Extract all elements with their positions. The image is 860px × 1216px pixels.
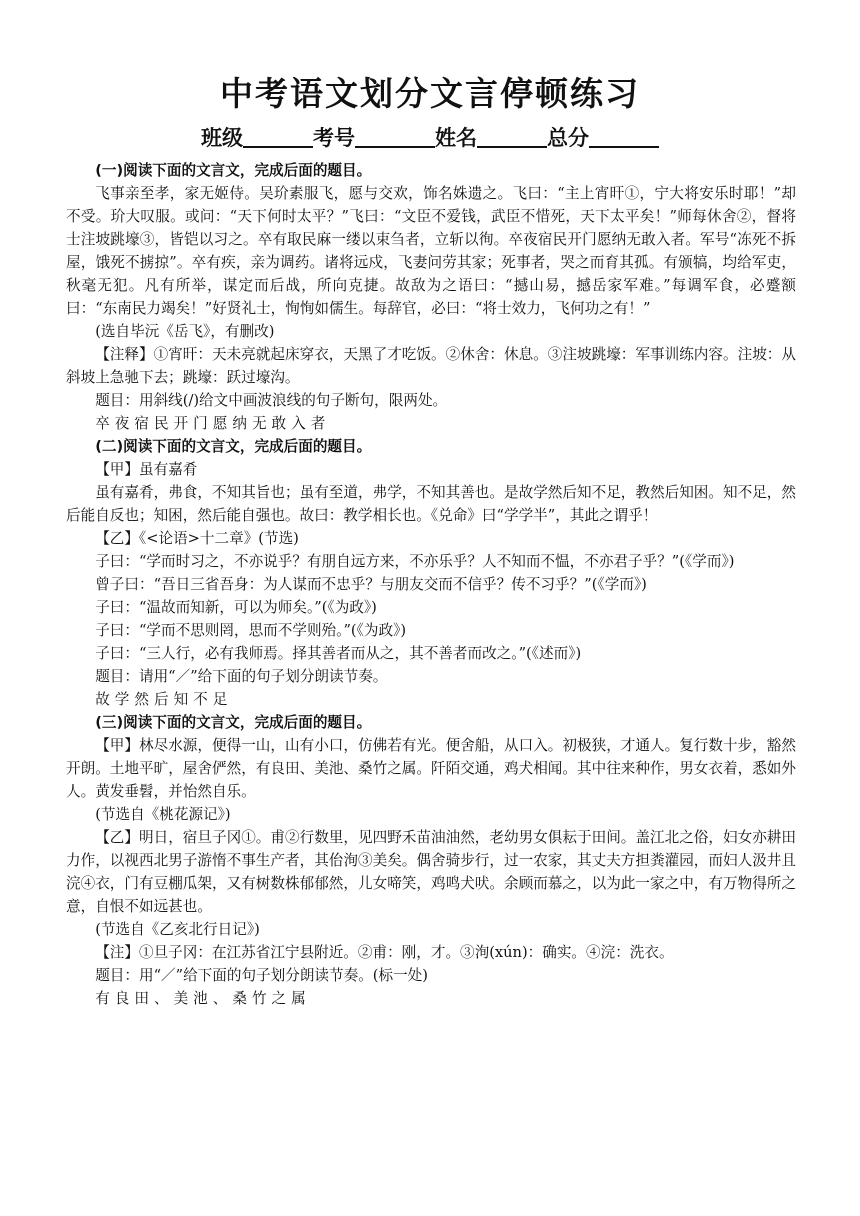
section-2-jia-title: 【甲】虽有嘉肴 (95, 461, 198, 478)
section-1-note: 【注释】①宵旰：天未亮就起床穿衣，天黑了才吃饭。②休舍：休息。③注坡跳壕：军事训练内容。注坡：从斜坡上急驰下去；跳壕：跃过壕沟。 (66, 346, 796, 386)
name-blank[interactable] (477, 126, 547, 148)
section-2-sentence: 故学然后知不足 (95, 691, 233, 708)
section-1-question: 题目：用斜线(/)给文中画波浪线的句子断句，限两处。 (95, 392, 448, 409)
section-2-question: 题目：请用“／”给下面的句子划分朗读节奏。 (95, 668, 388, 685)
section-3-sentence: 有良田、美池、桑竹之属 (95, 990, 311, 1007)
section-1-source: (选自毕沅《岳飞》，有删改) (95, 323, 275, 340)
name-label: 姓名 (435, 126, 477, 150)
worksheet-content (66, 159, 796, 1010)
section-2-yi-line-1: 子曰：“学而时习之，不亦说乎？有朋自远方来，不亦乐乎？人不知而不愠，不亦君子乎？”(《学而》) (95, 553, 735, 570)
section-3-question: 题目：用“／”给下面的句子划分朗读节奏。(标一处) (95, 967, 428, 984)
class-blank[interactable] (243, 126, 313, 148)
section-1-sentence: 卒夜宿民开门愿纳无敢入者 (95, 415, 331, 432)
section-3-jia-source: (节选自《桃花源记》) (95, 806, 231, 823)
section-3-note: 【注】①旦子冈：在江苏省江宁县附近。②甫：刚，才。③洵(xún)：确实。④浣：洗衣。 (95, 944, 674, 961)
page-title: 中考语文划分文言停顿练习 (220, 74, 640, 113)
exam-number-blank[interactable] (355, 126, 435, 148)
section-2-yi-line-4: 子曰：“学而不思则罔，思而不学则殆。”(《为政》) (95, 622, 407, 639)
section-1-heading: (一)阅读下面的文言文，完成后面的题目。 (95, 162, 372, 179)
student-info-line (0, 122, 860, 152)
section-2-heading: (二)阅读下面的文言文，完成后面的题目。 (95, 438, 372, 455)
score-label: 总分 (547, 126, 589, 150)
section-3-jia-text: 【甲】林尽水源，便得一山，山有小口，仿佛若有光。便舍船，从口入。初极狭，才通人。复行数十步，豁然开朗。土地平旷，屋舍俨然，有良田、美池、桑竹之属。阡陌交通，鸡犬相闻。其中往来种作，男女衣着，悉如外人。黄发垂髫，并怡然自乐。 (66, 737, 796, 800)
score-blank[interactable] (589, 126, 659, 148)
section-3-yi-text: 【乙】明日，宿旦子冈①。甫②行数里，见四野禾苗油油然，老幼男女俱耘于田间。盖江北之俗，妇女亦耕田力作，以视西北男子游惰不事生产者，其佁洵③美矣。偶舍骑步行，过一农家，其丈夫方担粪灌园，而妇人汲井且浣④衣，门有豆棚瓜架，又有树数株郁郁然，儿女啼笑，鸡鸣犬吠。余顾而慕之，以为此一家之中，有万物得所之意，自恨不如远甚也。 (66, 829, 796, 915)
section-2-yi-line-3: 子曰：“温故而知新，可以为师矣。”(《为政》) (95, 599, 377, 616)
section-2-yi-line-5: 子曰：“三人行，必有我师焉。择其善者而从之，其不善者而改之。”(《述而》) (95, 645, 582, 662)
class-label: 班级 (201, 126, 243, 150)
section-3-heading: (三)阅读下面的文言文，完成后面的题目。 (95, 714, 372, 731)
section-2-jia-text: 虽有嘉肴，弗食，不知其旨也；虽有至道，弗学，不知其善也。是故学然后知不足，教然后知困。知不足，然后能自反也；知困，然后能自强也。故曰：教学相长也。《兑命》曰“学学半”，其此之谓乎！ (66, 484, 796, 524)
section-3-yi-source: (节选自《乙亥北行日记》) (95, 921, 260, 938)
section-2-yi-line-2: 曾子曰：“吾日三省吾身：为人谋而不忠乎？与朋友交而不信乎？传不习乎？”(《学而》) (95, 576, 647, 593)
section-1-passage: 飞事亲至孝，家无姬侍。吴玠素服飞，愿与交欢，饰名姝遗之。飞曰：“主上宵旰①，宁大将安乐时耶！”却不受。玠大叹服。或问：“天下何时太平？”飞曰：“文臣不爱钱，武臣不惜死，天下太平矣！”师每休舍②，督将士注坡跳壕③，皆铠以习之。卒有取民麻一缕以束刍者，立斩以徇。卒夜宿民开门愿纳无敢入者。军号“冻死不拆屋，饿死不掳掠”。卒有疾，亲为调药。诸将远戍，飞妻问劳其家；死事者，哭之而育其孤。有颁犒，均给军吏，秋毫无犯。凡有所举，谋定而后战，所向克捷。故敌为之语曰：“撼山易，撼岳家军难。”每调军食，必蹙额曰：“东南民力竭矣！”好贤礼士，恂恂如儒生。每辞官，必曰：“将士效力，飞何功之有！” (66, 185, 796, 317)
section-2-yi-title: 【乙】《<论语>十二章》(节选) (95, 530, 299, 547)
exam-number-label: 考号 (313, 126, 355, 150)
